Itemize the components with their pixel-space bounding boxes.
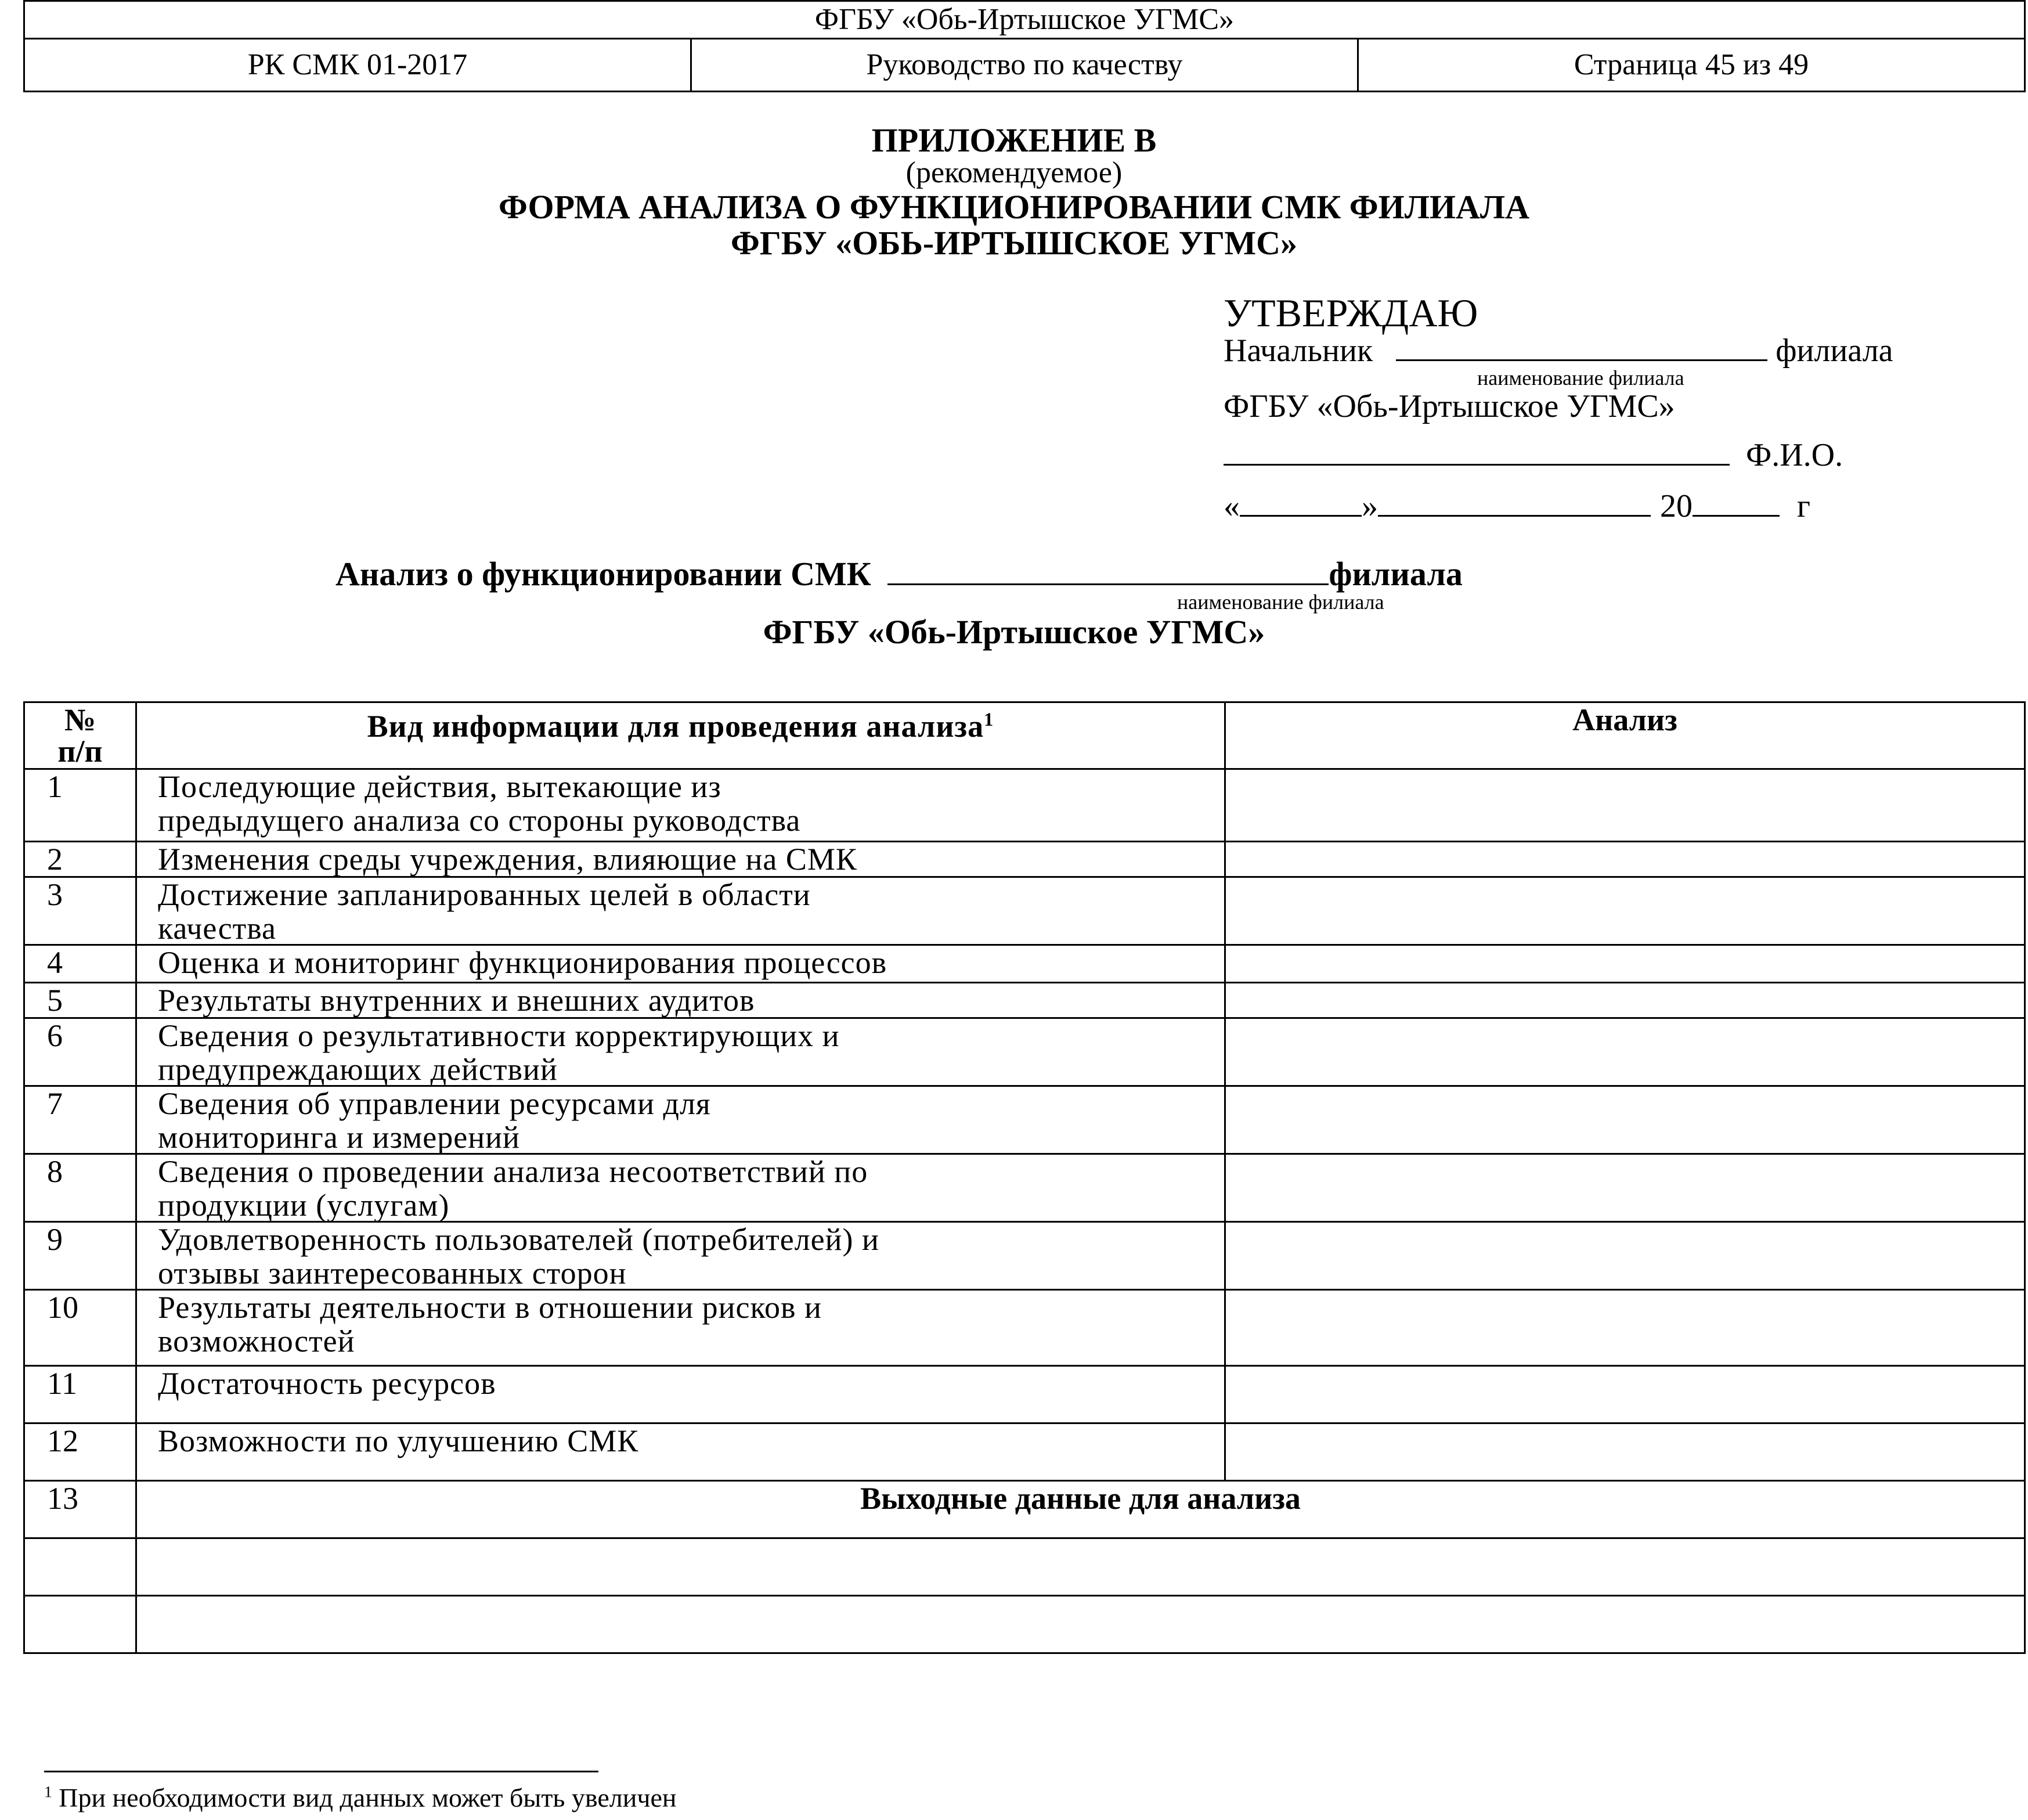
header-row: [25, 39, 2024, 91]
table-header-row: [25, 703, 2024, 768]
row-num: 6: [47, 1018, 63, 1053]
footnote-separator: [44, 1771, 598, 1772]
approval-branch-word: филиала: [1776, 333, 1893, 369]
year-blank[interactable]: [1693, 514, 1780, 517]
row-info-line2: возможностей: [158, 1324, 355, 1358]
branch-name-blank[interactable]: [1396, 359, 1767, 361]
analysis-branch-word: филиала: [1329, 555, 1463, 593]
row-info: [135, 1367, 1224, 1422]
table-row: [25, 1153, 2024, 1221]
row-info-line2: отзывы заинтересованных сторон: [158, 1256, 627, 1291]
footnote-text: При необходимости вид данных может быть увеличен: [52, 1783, 677, 1812]
row-analysis-cell[interactable]: [1224, 946, 2024, 982]
row-info-line1: Удовлетворенность пользователей (потребителей) и: [158, 1222, 879, 1257]
row-info-line1: Сведения о результативности корректирующих и: [158, 1018, 840, 1053]
row-analysis-cell[interactable]: [1224, 878, 2024, 944]
row-info: [135, 1087, 1224, 1153]
row-analysis-cell[interactable]: [1224, 983, 2024, 1017]
approval-branch-note: наименование филиала: [1477, 366, 1684, 390]
table-row: [25, 982, 2024, 1017]
analysis-table: [23, 701, 2026, 1654]
row-num: 13: [47, 1481, 78, 1516]
month-blank[interactable]: [1378, 514, 1651, 517]
table-output-row: [25, 1480, 2024, 1537]
document-header: [23, 0, 2026, 92]
row-analysis-cell[interactable]: [1224, 1019, 2024, 1085]
row-num: 12: [47, 1423, 78, 1458]
header-doc-title: Руководство по качеству: [690, 39, 1357, 91]
row-info-line1: Последующие действия, вытекающие из: [158, 769, 721, 804]
row-analysis-cell[interactable]: [1224, 1223, 2024, 1289]
blank-output-cell[interactable]: [135, 1596, 2024, 1652]
day-blank[interactable]: [1240, 514, 1362, 517]
form-title-line1: ФОРМА АНАЛИЗА О ФУНКЦИОНИРОВАНИИ СМК ФИЛИАЛА: [498, 188, 1530, 226]
analysis-heading-prefix: Анализ о функционировании СМК: [335, 555, 871, 593]
row-info-line1: Достаточность ресурсов: [158, 1366, 496, 1401]
output-data-label: Выходные данные для анализа: [135, 1482, 2024, 1537]
row-info-line1: Результаты деятельности в отношении рисков и: [158, 1290, 822, 1325]
row-info-line1: Достижение запланированных целей в области: [158, 877, 811, 912]
row-info: [135, 1223, 1224, 1289]
table-row: [25, 768, 2024, 841]
row-info-line1: Оценка и мониторинг функционирования процессов: [158, 945, 887, 980]
row-info: [135, 1019, 1224, 1085]
row-analysis-cell[interactable]: [1224, 1367, 2024, 1422]
row-analysis-cell[interactable]: [1224, 770, 2024, 841]
row-info: [135, 983, 1224, 1017]
row-info-line1: Возможности по улучшению СМК: [158, 1423, 639, 1458]
col-num-header: [25, 703, 135, 768]
approval-title: УТВЕРЖДАЮ: [1224, 291, 1478, 335]
table-row: [25, 876, 2024, 944]
approval-head-label: Начальник: [1224, 333, 1373, 369]
row-info-line2: предыдущего анализа со стороны руководства: [158, 803, 801, 838]
col-info-header: [135, 703, 1224, 768]
row-info: [135, 770, 1224, 841]
col-num-header-line2: п/п: [57, 734, 103, 769]
footnote-mark: 1: [44, 1782, 52, 1801]
table-row: [25, 1365, 2024, 1422]
row-num: 4: [47, 945, 63, 980]
analysis-branch-note: наименование филиала: [1177, 590, 1384, 614]
row-num: 10: [47, 1290, 78, 1325]
analysis-heading-line1: [335, 554, 1463, 593]
date-close-quote: »: [1362, 488, 1378, 524]
row-info: [135, 1424, 1224, 1480]
row-info-line1: Сведения о проведении анализа несоответствий по: [158, 1154, 868, 1189]
approval-organization: ФГБУ «Обь-Иртышское УГМС»: [1224, 388, 1675, 424]
form-title-line2: ФГБУ «ОБЬ-ИРТЫШСКОЕ УГМС»: [731, 224, 1297, 262]
approval-fio-line: [1224, 437, 1843, 474]
table-blank-row: [25, 1595, 2024, 1652]
table-row: [25, 1221, 2024, 1289]
col-info-header-text: Вид информации для проведения анализа: [367, 709, 984, 744]
year-suffix: г: [1797, 488, 1810, 524]
row-num: 11: [47, 1366, 77, 1401]
approval-date-line: [1224, 488, 1810, 525]
row-num: 7: [47, 1086, 63, 1121]
row-analysis-cell[interactable]: [1224, 1424, 2024, 1480]
row-info: [135, 1291, 1224, 1365]
row-analysis-cell[interactable]: [1224, 842, 2024, 876]
year-prefix: 20: [1660, 488, 1693, 524]
appendix-title: ПРИЛОЖЕНИЕ В: [871, 121, 1157, 159]
header-page-label: Страница 45 из 49: [1357, 39, 2024, 91]
table-row: [25, 1289, 2024, 1365]
row-info-line1: Изменения среды учреждения, влияющие на СМК: [158, 842, 857, 877]
row-info-line2: качества: [158, 911, 277, 946]
analysis-heading-organization: ФГБУ «Обь-Иртышское УГМС»: [763, 613, 1265, 651]
row-info: [135, 878, 1224, 944]
table-row: [25, 944, 2024, 982]
analysis-branch-blank[interactable]: [887, 583, 1329, 585]
row-analysis-cell[interactable]: [1224, 1291, 2024, 1365]
footnote: [44, 1782, 677, 1813]
appendix-recommended: (рекомендуемое): [905, 156, 1123, 189]
row-info: [135, 946, 1224, 982]
table-row: [25, 1085, 2024, 1153]
blank-num-cell[interactable]: [25, 1596, 135, 1652]
header-doc-code: РК СМК 01-2017: [247, 48, 468, 81]
table-blank-row: [25, 1537, 2024, 1595]
row-info-line2: предупреждающих действий: [158, 1052, 558, 1087]
date-open-quote: «: [1224, 488, 1240, 524]
row-num: 2: [47, 842, 63, 877]
row-info-line2: мониторинга и измерений: [158, 1120, 520, 1155]
row-analysis-cell[interactable]: [1224, 1155, 2024, 1221]
header-organization: ФГБУ «Обь-Иртышское УГМС»: [25, 2, 2024, 39]
row-info-line2: продукции (услугам): [158, 1188, 450, 1223]
row-info-line1: Результаты внутренних и внешних аудитов: [158, 983, 755, 1018]
row-num: 1: [47, 769, 63, 804]
blank-num-cell[interactable]: [25, 1539, 135, 1595]
approval-fio-label: Ф.И.О.: [1746, 437, 1843, 473]
row-num: 8: [47, 1154, 63, 1189]
row-num: 9: [47, 1222, 63, 1257]
col-info-footnote-mark: 1: [984, 709, 994, 730]
table-row: [25, 841, 2024, 876]
row-info: [135, 842, 1224, 876]
col-analysis-header: Анализ: [1224, 703, 2024, 768]
row-num: 3: [47, 877, 63, 912]
col-num-header-line1: №: [64, 702, 96, 737]
row-info-line1: Сведения об управлении ресурсами для: [158, 1086, 711, 1121]
approval-head-line: [1224, 332, 1893, 369]
row-analysis-cell[interactable]: [1224, 1087, 2024, 1153]
blank-output-cell[interactable]: [135, 1539, 2024, 1595]
row-info: [135, 1155, 1224, 1221]
table-row: [25, 1017, 2024, 1085]
row-num: 5: [47, 983, 63, 1018]
table-row: [25, 1422, 2024, 1480]
fio-blank[interactable]: [1224, 463, 1730, 466]
